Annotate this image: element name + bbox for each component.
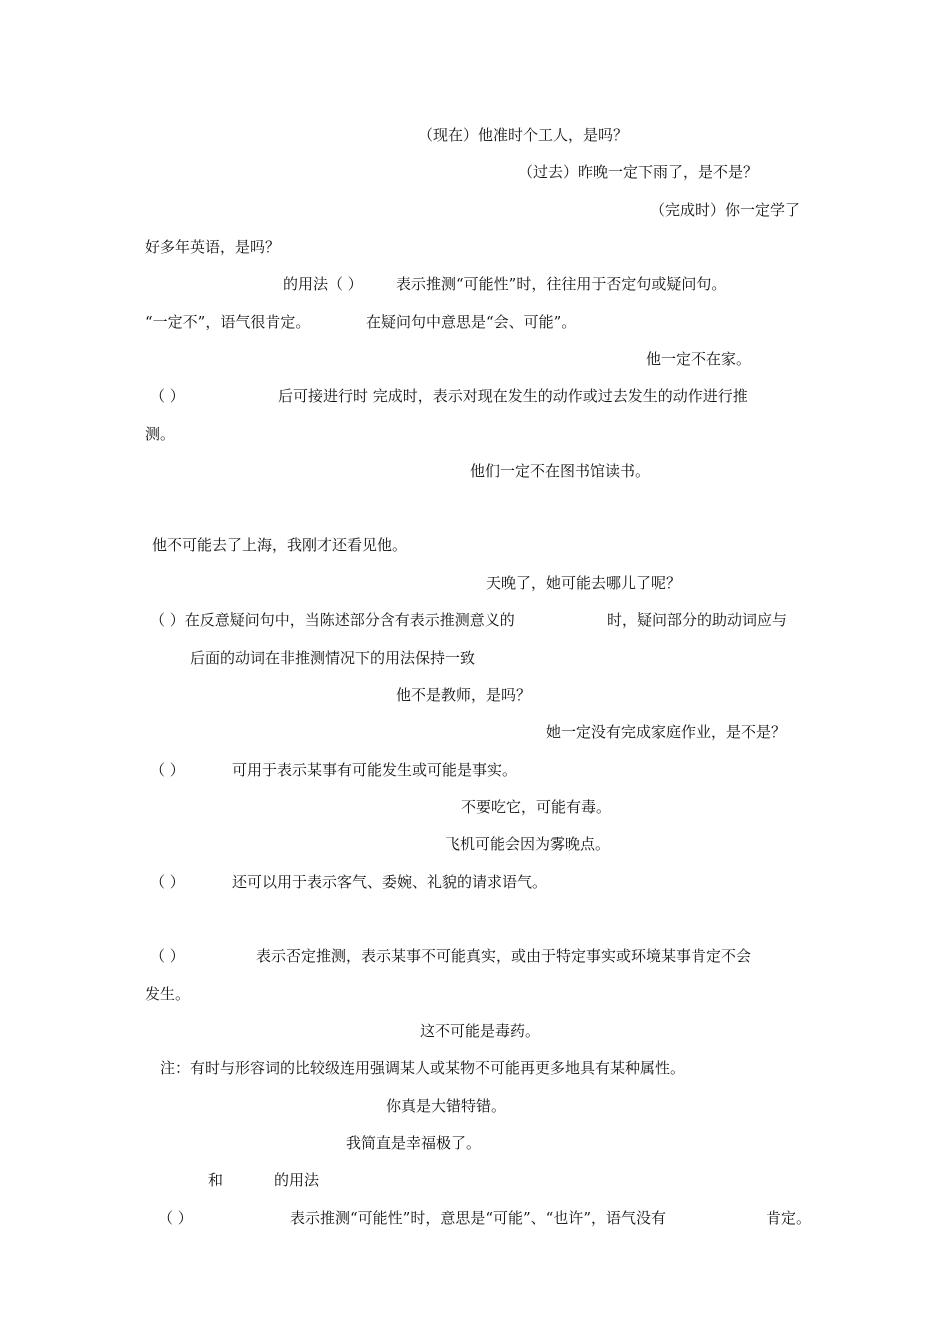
example-sentence: 飞机可能会因为雾晚点。 <box>445 835 611 853</box>
example-present: （现在）他准时个工人，是吗？ <box>418 126 629 144</box>
rule-text: 表示否定推测，表示某事不可能真实，或由于特定事实或环境某事肯定不会 <box>256 947 752 965</box>
section-heading: 的用法（ ） <box>283 275 363 293</box>
rule-text: 表示推测“可能性”时，往往用于否定句或疑问句。 <box>396 275 727 293</box>
rule-text: 在疑问句中意思是“会、可能”。 <box>366 313 577 331</box>
rule-text: 表示推测“可能性”时，意思是“可能”、“也许”，语气没有 <box>290 1209 667 1227</box>
example-perfect-cont: 好多年英语，是吗？ <box>145 238 281 256</box>
note-text: 注：有时与形容词的比较级连用强调某人或某物不可能再更多地具有某种属性。 <box>160 1059 686 1077</box>
example-sentence: 他不可能去了上海，我刚才还看见他。 <box>152 536 408 554</box>
item-bracket: （ ） <box>150 387 185 405</box>
item-bracket: （ ） <box>150 761 185 779</box>
rule-text: 后可接进行时 完成时，表示对现在发生的动作或过去发生的动作进行推 <box>278 387 748 405</box>
rule-text: 时，疑问部分的助动词应与 <box>607 611 788 629</box>
example-sentence: 我简直是幸福极了。 <box>346 1134 482 1152</box>
rule-text: 肯定。 <box>766 1209 812 1227</box>
rule-text: 还可以用于表示客气、委婉、礼貌的请求语气。 <box>232 873 548 891</box>
example-sentence: 不要吃它，可能有毒。 <box>461 798 612 816</box>
rule-text: “一定不”，语气很肯定。 <box>145 313 311 331</box>
section-heading: 的用法 <box>274 1171 320 1189</box>
example-sentence: 他不是教师，是吗？ <box>396 686 532 704</box>
example-sentence: 他们一定不在图书馆读书。 <box>470 462 651 480</box>
item-bracket: （ ） <box>150 947 185 965</box>
item-bracket: （ ） <box>158 1209 193 1227</box>
example-sentence: 他一定不在家。 <box>646 350 752 368</box>
example-perfect: （完成时）你一定学了 <box>650 201 801 219</box>
example-sentence: 她一定没有完成家庭作业，是不是？ <box>546 723 787 741</box>
example-sentence: 这不可能是毒药。 <box>420 1022 541 1040</box>
example-sentence: 你真是大错特错。 <box>386 1097 507 1115</box>
item-bracket: （ ） <box>150 873 185 891</box>
section-heading: 和 <box>208 1171 224 1189</box>
rule-text-cont: 发生。 <box>145 985 191 1003</box>
rule-text-cont: 后面的动词在非推测情况下的用法保持一致 <box>190 649 476 667</box>
example-sentence: 天晚了，她可能去哪儿了呢？ <box>486 574 682 592</box>
example-past: （过去）昨晚一定下雨了，是不是？ <box>518 163 759 181</box>
rule-text: （ ）在反意疑问句中，当陈述部分含有表示推测意义的 <box>150 611 515 629</box>
rule-text-cont: 测。 <box>145 425 176 443</box>
rule-text: 可用于表示某事有可能发生或可能是事实。 <box>232 761 518 779</box>
